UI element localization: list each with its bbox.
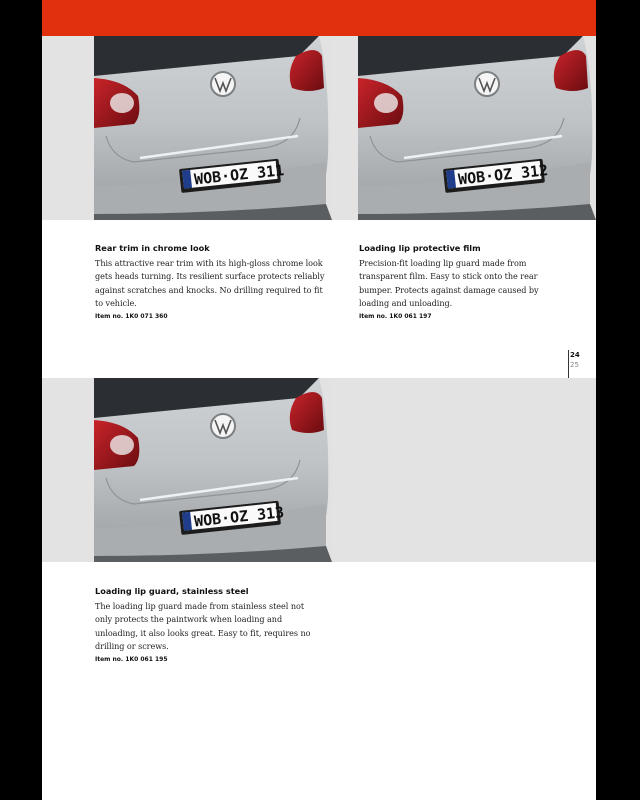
catalog-page (42, 0, 596, 800)
product-photo-stainless-guard (94, 378, 332, 562)
product-block-rear-trim (95, 243, 331, 320)
product-title: Loading lip guard, stainless steel (95, 586, 249, 596)
page-number-next: 25 (570, 361, 579, 369)
product-block-stainless-guard (95, 586, 313, 663)
product-item-number: Item no. 1K0 071 360 (95, 312, 168, 320)
product-item-number: Item no. 1K0 061 197 (359, 312, 432, 320)
page-number-rule (568, 350, 569, 378)
tail-lamp-left-lens (374, 93, 398, 113)
product-photo-protective-film (358, 36, 596, 220)
product-title: Rear trim in chrome look (95, 243, 210, 253)
plate-text: WOB·OZ 313 (193, 503, 285, 531)
page-number-current: 24 (570, 351, 580, 359)
plate-text: WOB·OZ 311 (193, 161, 285, 189)
product-photo-rear-trim (94, 36, 332, 220)
page-numbers (570, 350, 580, 370)
tail-lamp-left-lens (110, 435, 134, 455)
header-bar (42, 0, 596, 36)
product-title: Loading lip protective film (359, 243, 481, 253)
tail-lamp-left-lens (110, 93, 134, 113)
product-description: The loading lip guard made from stainless steel not only protects the paintwork when loading and unloading, it also looks great. Easy to fit, requires no drilling or screws. (95, 601, 311, 652)
product-description: Precision-fit loading lip guard made from transparent film. Easy to stick onto the rear bumper. Protects against damage caused by loading and unloading. (359, 258, 539, 309)
product-description: This attractive rear trim with its high-gloss chrome look gets heads turning. Its resilient surface protects reliably against scratches and knocks. No drilling required to fit to vehicle. (95, 258, 325, 309)
product-block-protective-film (359, 243, 565, 320)
plate-text: WOB·OZ 312 (457, 161, 549, 189)
product-item-number: Item no. 1K0 061 195 (95, 655, 168, 663)
